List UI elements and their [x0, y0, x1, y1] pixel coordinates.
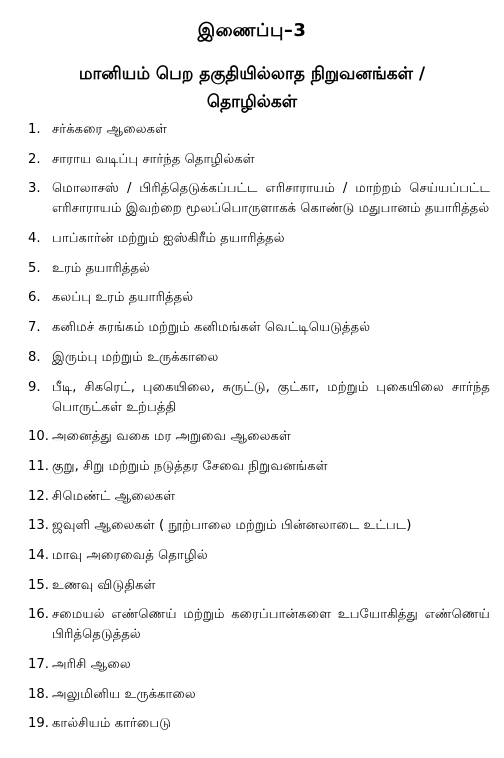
list-item-number: 1.: [28, 122, 41, 137]
list-item: [0, 348, 504, 368]
list-item: [0, 150, 504, 170]
ineligible-industries-list: [0, 120, 504, 744]
list-item-number: 14.: [28, 547, 49, 563]
list-item-number: 11.: [28, 458, 49, 474]
list-item-text: சமையல் எண்ணெய் மற்றும் கரைப்பான்களை உபயோகித்து எண்ணெய் பிரித்தெடுத்தல்: [52, 607, 490, 643]
list-item-text: ஜவுளி ஆலைகள் ( நூற்பாலை மற்றும் பின்னலாடை உட்பட): [52, 518, 412, 534]
list-item: [0, 605, 504, 645]
list-item-text: மொலாசஸ் / பிரித்தெடுக்கப்பட்ட எரிசாராயம் / மாற்றம் செய்யப்பட்ட எரிசாராயம் இவற்றை மூலப்பொருளாகக் கொண்டு மதுபானம் தயாரித்தல்: [52, 181, 490, 217]
list-item: [0, 487, 504, 507]
list-item: [0, 516, 504, 536]
list-item-number: 13.: [28, 518, 49, 534]
list-item: [0, 457, 504, 477]
list-item-number: 3.: [28, 181, 41, 197]
list-item: [0, 714, 504, 734]
list-item-number: 8.: [28, 349, 41, 365]
list-item-text: கால்சியம் கார்பைடு: [52, 716, 171, 732]
list-item-number: 15.: [28, 577, 49, 593]
list-item-number: 17.: [28, 657, 49, 672]
list-item-text: சிமெண்ட் ஆலைகள்: [52, 488, 176, 504]
list-item-number: 19.: [28, 716, 49, 732]
list-item-text: பாப்கார்ன் மற்றும் ஐஸ்கிரீம் தயாரித்தல்: [52, 231, 285, 247]
document-heading: [20, 60, 484, 116]
list-item-text: மாவு அரைவைத் தொழில்: [52, 547, 208, 563]
list-item-text: அரிசி ஆலை: [52, 657, 131, 672]
list-item-text: இரும்பு மற்றும் உருக்காலை: [52, 349, 219, 365]
list-item: [0, 229, 504, 249]
list-item-text: அனைத்து வகை மர அறுவை ஆலைகள்: [52, 429, 291, 445]
list-item-number: 2.: [28, 151, 41, 167]
list-item-number: 18.: [28, 686, 49, 702]
list-item: [0, 546, 504, 566]
list-item-text: உரம் தயாரித்தல்: [52, 260, 150, 276]
list-item: [0, 259, 504, 279]
list-item-text: அலுமினிய உருக்காலை: [52, 686, 196, 702]
list-item: [0, 179, 504, 219]
list-item: [0, 120, 504, 140]
list-item-number: 7.: [28, 320, 41, 336]
list-item: [0, 576, 504, 596]
list-item-text: உணவு விடுதிகள்: [52, 577, 156, 593]
list-item-text: சாராய வடிப்பு சார்ந்த தொழில்கள்: [52, 151, 255, 167]
list-item: [0, 288, 504, 308]
list-item-number: 4.: [28, 231, 41, 247]
list-item-number: 16.: [28, 607, 49, 623]
list-item-text: சர்க்கரை ஆலைகள்: [52, 122, 167, 137]
list-item-number: 10.: [28, 429, 49, 445]
list-item-text: பீடி, சிகரெட், புகையிலை, சுருட்டு, குட்கா, மற்றும் புகையிலை சார்ந்த பொருட்கள் உற்பத்தி: [52, 379, 490, 415]
list-item: [0, 378, 504, 418]
list-item-number: 9.: [28, 379, 41, 395]
annex-label: இணைப்பு–3: [197, 20, 307, 41]
list-item: [0, 655, 504, 675]
list-item: [0, 427, 504, 447]
list-item-number: 5.: [28, 260, 41, 276]
list-item-number: 12.: [28, 488, 49, 504]
heading-line-2: தொழில்கள்: [206, 92, 298, 112]
list-item-number: 6.: [28, 290, 41, 306]
list-item-text: கலப்பு உரம் தயாரித்தல்: [52, 290, 194, 306]
heading-line-1: மானியம் பெற தகுதியில்லாத நிறுவனங்கள் /: [78, 64, 426, 84]
list-item: [0, 685, 504, 705]
list-item-text: குறு, சிறு மற்றும் நடுத்தர சேவை நிறுவனங்கள்: [52, 458, 328, 474]
list-item: [0, 318, 504, 338]
list-item-text: கனிமச் சுரங்கம் மற்றும் கனிமங்கள் வெட்டியெடுத்தல்: [52, 320, 371, 336]
